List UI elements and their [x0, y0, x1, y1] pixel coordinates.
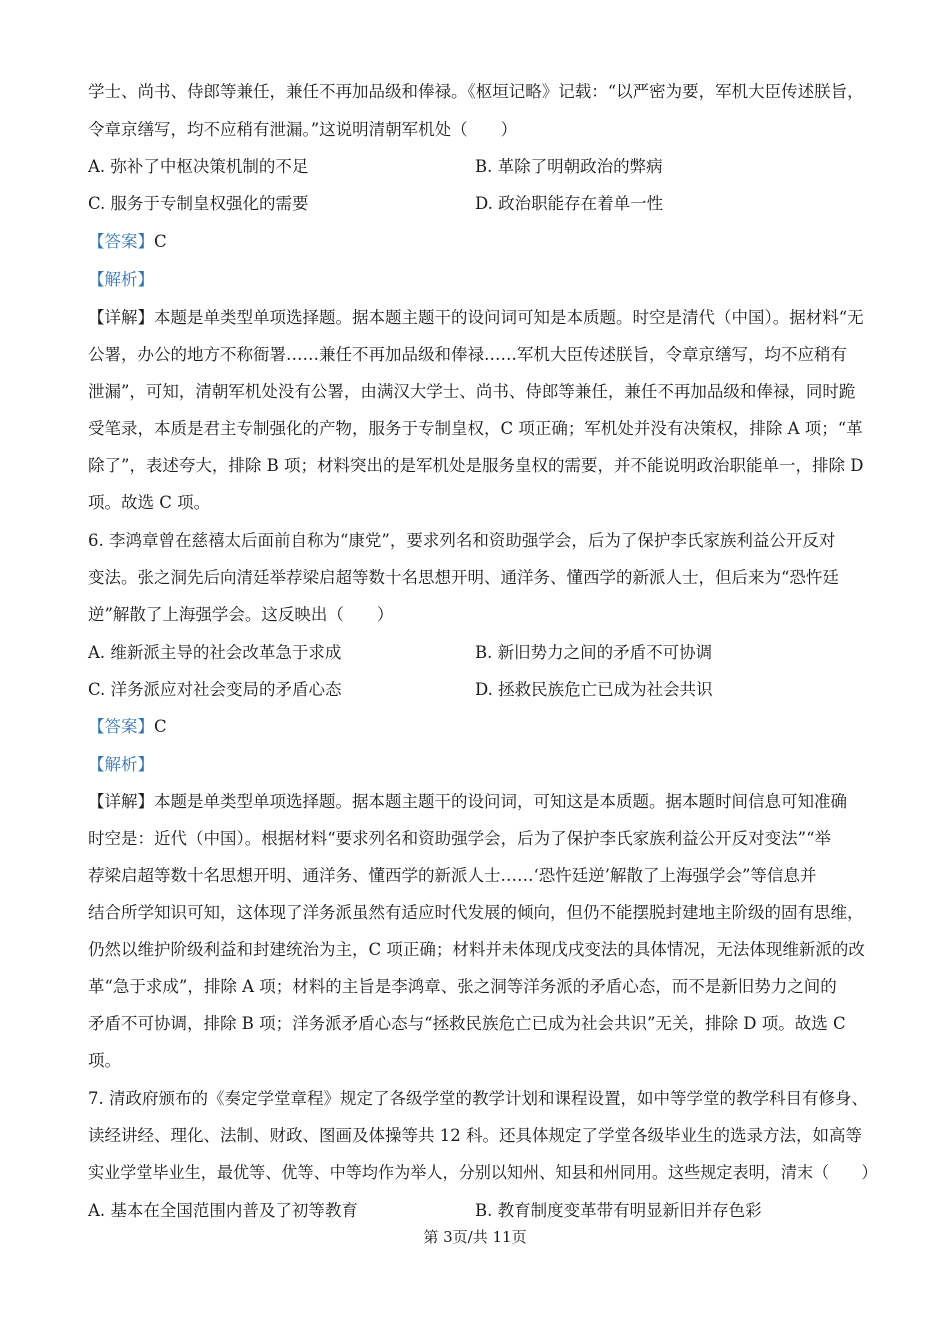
detail-text: 本题是单类型单项选择题。据本题主题干的设问词可知是本质题。时空是清代（中国）。据材料“无: [154, 308, 864, 327]
answer-tag: 【答案】: [88, 232, 154, 251]
answer-value: C: [154, 232, 167, 251]
q5-analysis-tag: 【解析】: [88, 270, 154, 289]
q6-detail-line-2: 时空是：近代（中国）。根据材料“要求列名和资助强学会，后为了保护李氏家族利益公开反对变法”“举: [88, 829, 832, 848]
q6-stem-line-2: 变法。张之洞先后向清廷举荐梁启超等数十名思想开明、通洋务、懂西学的新派人士，但后来为“恐忤廷: [88, 568, 839, 587]
q5-detail-line-5: 除了”，表述夸大，排除 B 项；材料突出的是军机处是服务皇权的需要，并不能说明政治职能单一，排除 D: [88, 456, 864, 475]
answer-value: C: [154, 717, 167, 736]
q6-analysis-tag: 【解析】: [88, 755, 154, 774]
q6-detail-line-8: 项。: [88, 1051, 121, 1070]
detail-tag: 【详解】: [88, 792, 154, 811]
q5-detail-line-2: 公署，办公的地方不称衙署……兼任不再加品级和俸禄……军机大臣传述朕旨，令章京缮写，均不应稍有: [88, 345, 847, 364]
q5-option-c: C. 服务于专制皇权强化的需要: [88, 194, 309, 213]
q5-detail-line-1: [88, 308, 878, 328]
q5-answer: [88, 232, 878, 252]
q6-detail-line-3: 荐梁启超等数十名思想开明、通洋务、懂西学的新派人士……‘恐忤廷逆’解散了上海强学会”等信息并: [88, 866, 817, 885]
q6-detail-line-4: 结合所学知识可知，这体现了洋务派虽然有适应时代发展的倾向，但仍不能摆脱封建地主阶级的固有思维，: [88, 903, 864, 922]
q7-option-b: B. 教育制度变革带有明显新旧并存色彩: [475, 1201, 762, 1220]
q5-detail-line-4: 受笔录，本质是君主专制强化的产物，服务于专制皇权，C 项正确；军机处并没有决策权，排除 A 项；“革: [88, 419, 863, 438]
q6-option-b: B. 新旧势力之间的矛盾不可协调: [475, 643, 713, 662]
answer-tag: 【答案】: [88, 717, 154, 736]
q5-option-a: A. 弥补了中枢决策机制的不足: [88, 157, 309, 176]
detail-text: 本题是单类型单项选择题。据本题主题干的设问词，可知这是本质题。据本题时间信息可知准确: [154, 792, 847, 811]
q7-stem-line-2: 读经讲经、理化、法制、财政、图画及体操等共 12 科。还具体规定了学堂各级毕业生的选录方法，如高等: [88, 1126, 862, 1145]
q6-option-a: A. 维新派主导的社会改革急于求成: [88, 643, 342, 662]
q5-option-b: B. 革除了明朝政治的弊病: [475, 157, 663, 176]
q5-stem-line-2: 令章京缮写，均不应稍有泄漏。”这说明清朝军机处（ ）: [88, 120, 518, 139]
q5-detail-line-6: 项。故选 C 项。: [88, 493, 211, 512]
q5-stem-line-1: 学士、尚书、侍郎等兼任，兼任不再加品级和俸禄。《枢垣记略》记载：“以严密为要，军机大臣传述朕旨，: [88, 82, 864, 101]
q6-detail-line-1: [88, 792, 878, 812]
q6-stem-line-3: 逆”解散了上海强学会。这反映出（ ）: [88, 605, 394, 624]
q7-stem-line-3: 实业学堂毕业生，最优等、优等、中等均作为举人，分别以知州、知县和州同用。这些规定表明，清末（ ）: [88, 1163, 878, 1182]
q6-detail-line-7: 矛盾不可协调，排除 B 项；洋务派矛盾心态与“拯救民族危亡已成为社会共识”无关，排除 D 项。故选 C: [88, 1014, 846, 1033]
q5-detail-line-3: 泄漏”，可知，清朝军机处没有公署，由满汉大学士、尚书、侍郎等兼任，兼任不再加品级和俸禄，同时跪: [88, 382, 856, 401]
q6-option-d: D. 拯救民族危亡已成为社会共识: [475, 680, 713, 699]
q6-stem-line-1: 6. 李鸿章曾在慈禧太后面前自称为“康党”，要求列名和资助强学会，后为了保护李氏家族利益公开反对: [88, 531, 836, 550]
q5-option-d: D. 政治职能存在着单一性: [475, 194, 664, 213]
q7-stem-line-1: 7. 清政府颁布的《奏定学堂章程》规定了各级学堂的教学计划和课程设置，如中等学堂的教学科目有修身、: [88, 1089, 868, 1108]
q6-detail-line-6: 革“急于求成”，排除 A 项；材料的主旨是李鸿章、张之洞等洋务派的矛盾心态，而不是新旧势力之间的: [88, 977, 837, 996]
q6-detail-line-5: 仍然以维护阶级利益和封建统治为主，C 项正确；材料并未体现戊戌变法的具体情况，无法体现维新派的改: [88, 940, 865, 959]
detail-tag: 【详解】: [88, 308, 154, 327]
q7-option-a: A. 基本在全国范围内普及了初等教育: [88, 1201, 358, 1220]
q6-option-c: C. 洋务派应对社会变局的矛盾心态: [88, 680, 342, 699]
page-footer: 第 3页/共 11页: [423, 1228, 527, 1246]
q6-answer: [88, 717, 878, 737]
